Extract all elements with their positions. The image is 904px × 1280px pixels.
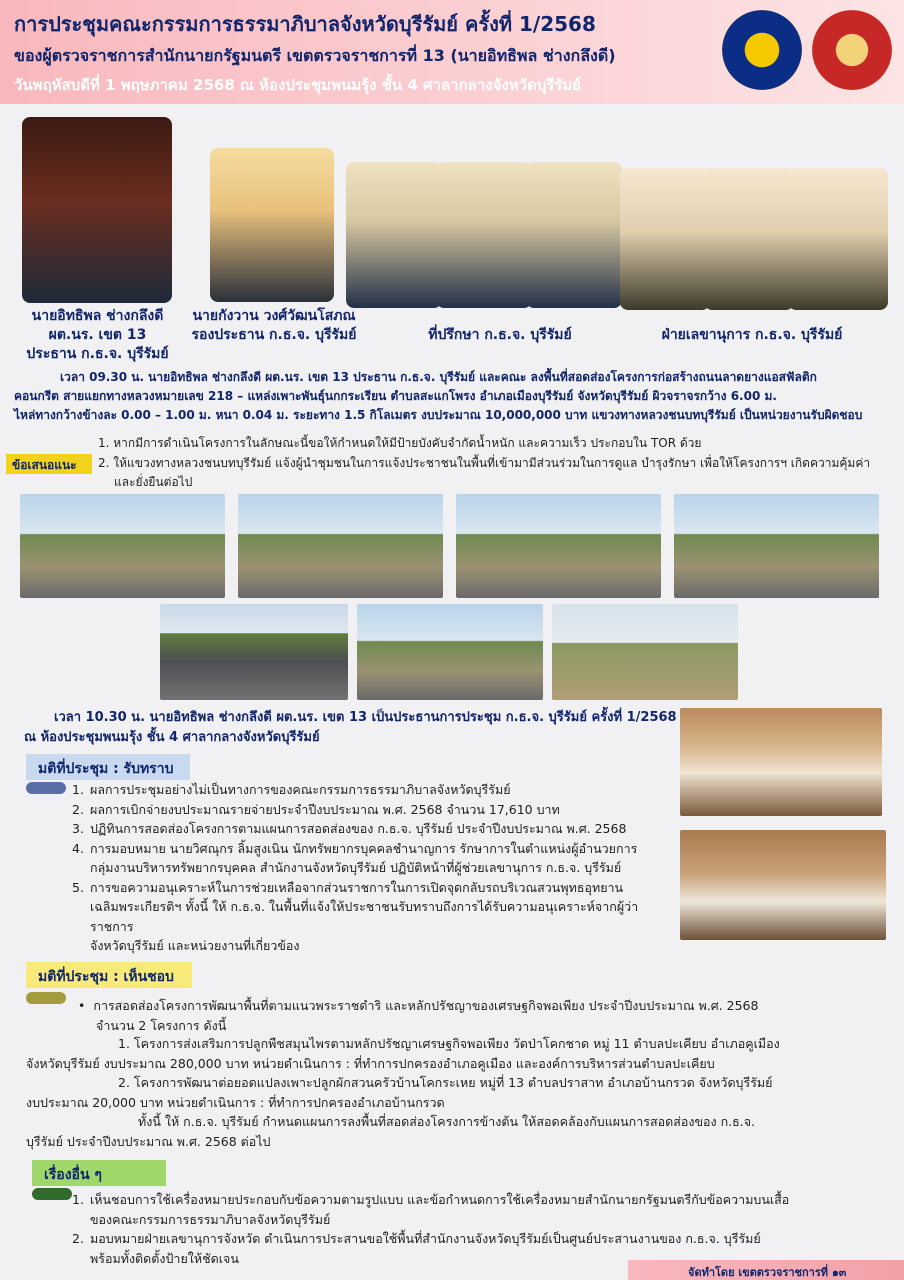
- suggestions-list: [98, 434, 870, 493]
- page-title: การประชุมคณะกรรมการธรรมาภิบาลจังหวัดบุรีรัมย์ ครั้งที่ 1/2568: [14, 12, 596, 36]
- site-visit-line-3: ไหล่ทางกว้างข้างละ 0.00 – 1.00 ม. หนา 0.04 ม. ระยะทาง 1.5 กิโลเมตร งบประมาณ 10,000,000 บาท แขวงทางหลวงชนบทบุรีรัมย์ เป็นหน่วยงานรับผิดชอบ: [14, 408, 863, 422]
- site-photo-4: [674, 494, 879, 598]
- advisor-photo-3: [526, 162, 622, 308]
- site-photo-1: [20, 494, 225, 598]
- list-item: 2. ให้แขวงทางหลวงชนบทบุรีรัมย์ แจ้งผู้นำชุมชนในการแจ้งประชาชนในพื้นที่เข้ามามีส่วนร่วมในการดูแล บำรุงรักษา เพื่อให้โครงการฯ เกิดความคุ้มค่า: [98, 455, 871, 470]
- advisor-photo-2: [436, 162, 532, 308]
- list-item: 2. โครงการพัฒนาต่อยอดแปลงเพาะปลูกผักสวนครัวบ้านโคกระเหย หมู่ที่ 13 ตำบลปราสาท อำเภอบ้านกรวด จังหวัดบุรีรัมย์: [118, 1075, 773, 1090]
- list-item: และยั่งยืนต่อไป: [114, 475, 193, 489]
- site-photo-5: [357, 604, 543, 700]
- list-item: 1. ผลการประชุมอย่างไม่เป็นทางการของคณะกรรมการธรรมาภิบาลจังหวัดบุรีรัมย์: [72, 782, 511, 797]
- list-item: พร้อมทั้งติดตั้งป้ายให้ชัดเจน: [90, 1250, 239, 1266]
- banner-accent: [32, 1188, 72, 1200]
- approve-banner: มติที่ประชุม : เห็นชอบ: [26, 962, 192, 988]
- project-sign-photo: [552, 604, 738, 700]
- list-item: 3. ปฏิทินการสอดส่องโครงการตามแผนการสอดส่องของ ก.ธ.จ. บุรีรัมย์ ประจำปีงบประมาณ พ.ศ. 2568: [72, 821, 627, 836]
- list-item: 1. เห็นชอบการใช้เครื่องหมายประกอบกับข้อความตามรูปแบบ และข้อกำหนดการใช้เครื่องหมายสำนักนายกรัฐมนตรีกับข้อความบนเสื้อ: [72, 1192, 790, 1207]
- banner-accent: [26, 782, 66, 794]
- secretariat-photo-3: [788, 168, 888, 310]
- opm-seal-icon: [722, 10, 802, 90]
- list-item: 4. การมอบหมาย นายวิศณุกร ลิ้มสูงเนิน นักทรัพยากรบุคคลชำนาญการ รักษาการในตำแหน่งผู้อำนวยการ: [72, 840, 638, 856]
- suggestions-badge: ข้อเสนอแนะ: [6, 454, 92, 474]
- advisor-photo-1: [346, 162, 442, 308]
- site-photo-2: [238, 494, 443, 598]
- page-subtitle: ของผู้ตรวจราชการสำนักนายกรัฐมนตรี เขตตรวจราชการที่ 13 (นายอิทธิพล ช่างกลึงดี): [14, 46, 616, 65]
- list-item: ของคณะกรรมการธรรมาภิบาลจังหวัดบุรีรัมย์: [90, 1211, 331, 1227]
- list-item: กลุ่มงานบริหารทรัพยากรบุคคล สำนักงานจังหวัดบุรีรัมย์ ปฏิบัติหน้าที่ผู้ช่วยเลขานุการ ก.ธ.จ. บุรีรัมย์: [90, 860, 622, 875]
- list-item: บุรีรัมย์ ประจำปีงบประมาณ พ.ศ. 2568 ต่อไป: [26, 1133, 271, 1149]
- secretariat-label: ฝ่ายเลขานุการ ก.ธ.จ. บุรีรัมย์: [661, 327, 843, 343]
- site-visit-line-2: คอนกรีต สายแยกทางหลวงหมายเลข 218 – แหล่งเพาะพันธุ์นกกระเรียน ตำบลสะแกโพรง อำเภอเมืองบุรีรัมย์ จังหวัดบุรีรัมย์ ผิวจราจรกว้าง 6.00 ม.: [14, 389, 777, 403]
- list-item: 1. หากมีการดำเนินโครงการในลักษณะนี้ขอให้กำหนดให้มีป้ายบังคับจำกัดน้ำหนัก และความเร็ว ประกอบใน TOR ด้วย: [98, 436, 702, 450]
- banner-accent: [26, 992, 66, 1004]
- province-seal-icon: [812, 10, 892, 90]
- meeting-date: วันพฤหัสบดีที่ 1 พฤษภาคม 2568 ณ ห้องประชุมพนมรุ้ง ชั้น 4 ศาลากลางจังหวัดบุรีรัมย์: [14, 76, 582, 94]
- acknowledge-banner: มติที่ประชุม : รับทราบ: [26, 754, 190, 780]
- list-item: ทั้งนี้ ให้ ก.ธ.จ. บุรีรัมย์ กำหนดแผนการลงพื้นที่สอดส่องโครงการข้างต้น ให้สอดคล้องกับแผนการสอดส่องของ ก.ธ.จ.: [138, 1114, 756, 1129]
- list-item: 2. ผลการเบิกจ่ายงบประมาณรายจ่ายประจำปีงบประมาณ พ.ศ. 2568 จำนวน 17,610 บาท: [72, 801, 560, 817]
- list-item: 5. การขอความอนุเคราะห์ในการช่วยเหลือจากส่วนราชการในการเปิดจุดกลับรถบริเวณสวนพุทธอุทยาน: [72, 879, 624, 895]
- list-item: จำนวน 2 โครงการ ดังนี้: [96, 1017, 227, 1033]
- approve-list: [78, 996, 758, 1035]
- vice-chair-name: นายกังวาน วงศ์วัฒนโสภณ: [192, 308, 356, 324]
- chair-position: ประธาน ก.ธ.จ. บุรีรัมย์: [26, 346, 169, 362]
- acknowledge-list: [72, 780, 672, 956]
- other-banner: เรื่องอื่น ๆ: [32, 1160, 166, 1186]
- meeting-line-2: ณ ห้องประชุมพนมรุ้ง ชั้น 4 ศาลากลางจังหวัดบุรีรัมย์: [24, 730, 320, 745]
- chair-name: นายอิทธิพล ช่างกลึงดี: [31, 308, 164, 324]
- approve-projects: [26, 1034, 856, 1151]
- list-item: จังหวัดบุรีรัมย์ และหน่วยงานที่เกี่ยวข้อง: [90, 938, 300, 953]
- vice-chair-role: รองประธาน ก.ธ.จ. บุรีรัมย์: [191, 327, 357, 343]
- meeting-room-photo-1: [680, 708, 882, 816]
- site-photo-3: [456, 494, 661, 598]
- secretariat-photo-2: [704, 168, 794, 310]
- list-item: เฉลิมพระเกียรติฯ ทั้งนี้ ให้ ก.ธ.จ. ในพื้นที่แจ้งให้ประชาชนรับทราบถึงการได้รับความอนุเคราะห์จากผู้ว่าราชการ: [90, 899, 639, 934]
- list-item: 2. มอบหมายฝ่ายเลขานุการจังหวัด ดำเนินการประสานขอใช้พื้นที่สำนักงานจังหวัดบุรีรัมย์เป็นศูนย์ประสานงานของ ก.ธ.จ. บุรีรัมย์: [72, 1231, 761, 1246]
- list-item: • การสอดส่องโครงการพัฒนาพื้นที่ตามแนวพระราชดำริ และหลักปรัชญาของเศรษฐกิจพอเพียง ประจำปีงบประมาณ พ.ศ. 2568: [78, 998, 759, 1013]
- meeting-line-1: เวลา 10.30 น. นายอิทธิพล ช่างกลึงดี ผต.นร. เขต 13 เป็นประธานการประชุม ก.ธ.จ. บุรีรัมย์ ครั้งที่ 1/2568: [54, 710, 677, 725]
- other-list: [72, 1190, 789, 1268]
- footer-credit: จัดทำโดย เขตตรวจราชการที่ ๑๓: [628, 1260, 904, 1280]
- site-visit-line-1: เวลา 09.30 น. นายอิทธิพล ช่างกลึงดี ผต.นร. เขต 13 ประธาน ก.ธ.จ. บุรีรัมย์ และคณะ ลงพื้นที่สอดส่องโครงการก่อสร้างถนนลาดยางแอสฟัลติก: [60, 370, 817, 384]
- meeting-room-photo-2: [680, 830, 886, 940]
- vice-chair-photo: [210, 148, 334, 302]
- list-item: จังหวัดบุรีรัมย์ งบประมาณ 280,000 บาท หน่วยดำเนินการ : ที่ทำการปกครองอำเภอคูเมือง และองค์การบริหารส่วนตำบลปะเคียบ: [26, 1055, 715, 1071]
- chair-role: ผต.นร. เขต 13: [48, 327, 147, 343]
- list-item: งบประมาณ 20,000 บาท หน่วยดำเนินการ : ที่ทำการปกครองอำเภอบ้านกรวด: [26, 1094, 445, 1110]
- list-item: 1. โครงการส่งเสริมการปลูกพืชสมุนไพรตามหลักปรัชญาเศรษฐกิจพอเพียง วัดป่าโคกชาด หมู่ 11 ตำบลปะเคียบ อำเภอคูเมือง: [118, 1036, 780, 1051]
- advisors-label: ที่ปรึกษา ก.ธ.จ. บุรีรัมย์: [428, 327, 572, 343]
- header: [0, 0, 904, 104]
- secretariat-photo-1: [620, 168, 710, 310]
- road-photo: [160, 604, 348, 700]
- chair-photo: [22, 117, 172, 303]
